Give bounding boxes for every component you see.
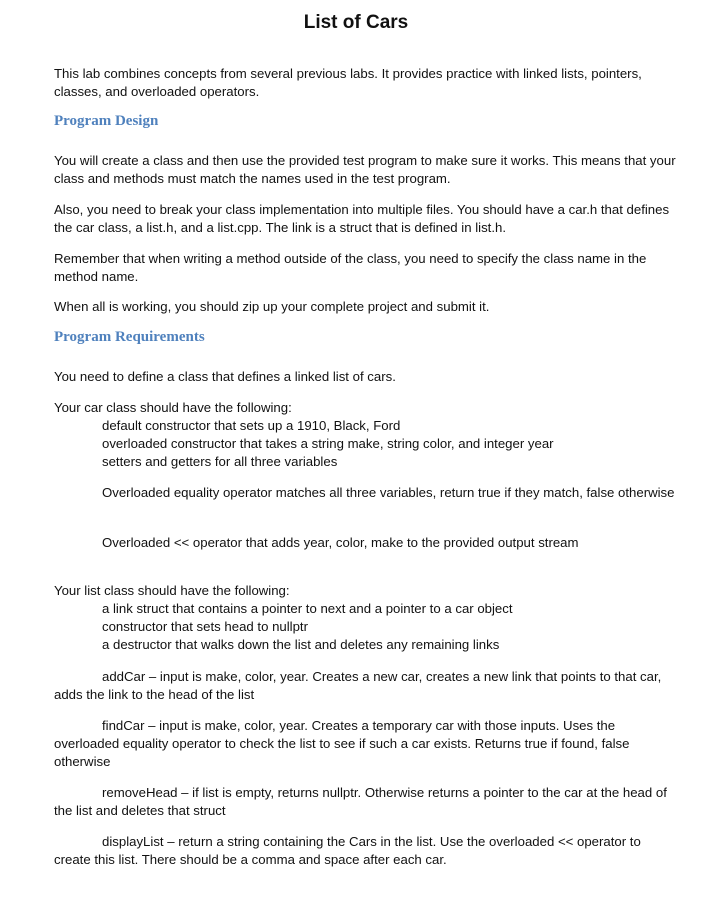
program-requirements-heading: Program Requirements bbox=[54, 329, 205, 345]
car-class-intro: Your car class should have the following: bbox=[54, 400, 292, 415]
car-class-section bbox=[54, 399, 678, 471]
car-output-paragraph: Overloaded << operator that adds year, color, make to the provided output stream bbox=[102, 535, 579, 550]
list-item: a link struct that contains a pointer to next and a pointer to a car object bbox=[102, 601, 513, 616]
list-item: constructor that sets head to nullptr bbox=[102, 619, 308, 634]
design-paragraph-4: When all is working, you should zip up your complete project and submit it. bbox=[54, 299, 490, 314]
display-list-paragraph: displayList – return a string containing the Cars in the list. Use the overloaded << operator to create this list. There should be a comma and space after each car. bbox=[54, 834, 641, 867]
list-class-list bbox=[54, 600, 678, 654]
list-item: setters and getters for all three variables bbox=[102, 454, 338, 469]
page-title: List of Cars bbox=[303, 12, 409, 33]
list-item: a destructor that walks down the list and deletes any remaining links bbox=[102, 637, 500, 652]
program-design-heading: Program Design bbox=[54, 113, 159, 129]
car-equality-paragraph: Overloaded equality operator matches all three variables, return true if they match, false otherwise bbox=[102, 485, 675, 500]
requirements-paragraph-1: You need to define a class that defines a linked list of cars. bbox=[54, 369, 396, 384]
add-car-paragraph: addCar – input is make, color, year. Creates a new car, creates a new link that points to that car, adds the link to the head of the list bbox=[54, 669, 662, 702]
find-car-paragraph: findCar – input is make, color, year. Creates a temporary car with those inputs. Uses the overloaded equality operator to check the list to see if such a car exists. Returns true if found, false otherwise bbox=[54, 718, 630, 769]
list-item: default constructor that sets up a 1910, Black, Ford bbox=[102, 418, 401, 433]
design-paragraph-3: Remember that when writing a method outside of the class, you need to specify the class name in the method name. bbox=[54, 251, 647, 284]
remove-head-paragraph: removeHead – if list is empty, returns nullptr. Otherwise returns a pointer to the car at the head of the list and deletes that struct bbox=[54, 785, 667, 818]
car-class-list bbox=[54, 417, 678, 471]
design-paragraph-2: Also, you need to break your class implementation into multiple files. You should have a car.h that defines the car class, a list.h, and a list.cpp. The link is a struct that is defined in list.h. bbox=[54, 202, 670, 235]
list-class-section bbox=[54, 582, 678, 654]
list-class-intro: Your list class should have the following: bbox=[54, 583, 290, 598]
design-paragraph-1: You will create a class and then use the provided test program to make sure it works. This means that your class and methods must match the names used in the test program. bbox=[54, 153, 676, 186]
intro-paragraph: This lab combines concepts from several previous labs. It provides practice with linked lists, pointers, classes, and overloaded operators. bbox=[54, 66, 642, 99]
list-item: overloaded constructor that takes a string make, string color, and integer year bbox=[102, 436, 554, 451]
